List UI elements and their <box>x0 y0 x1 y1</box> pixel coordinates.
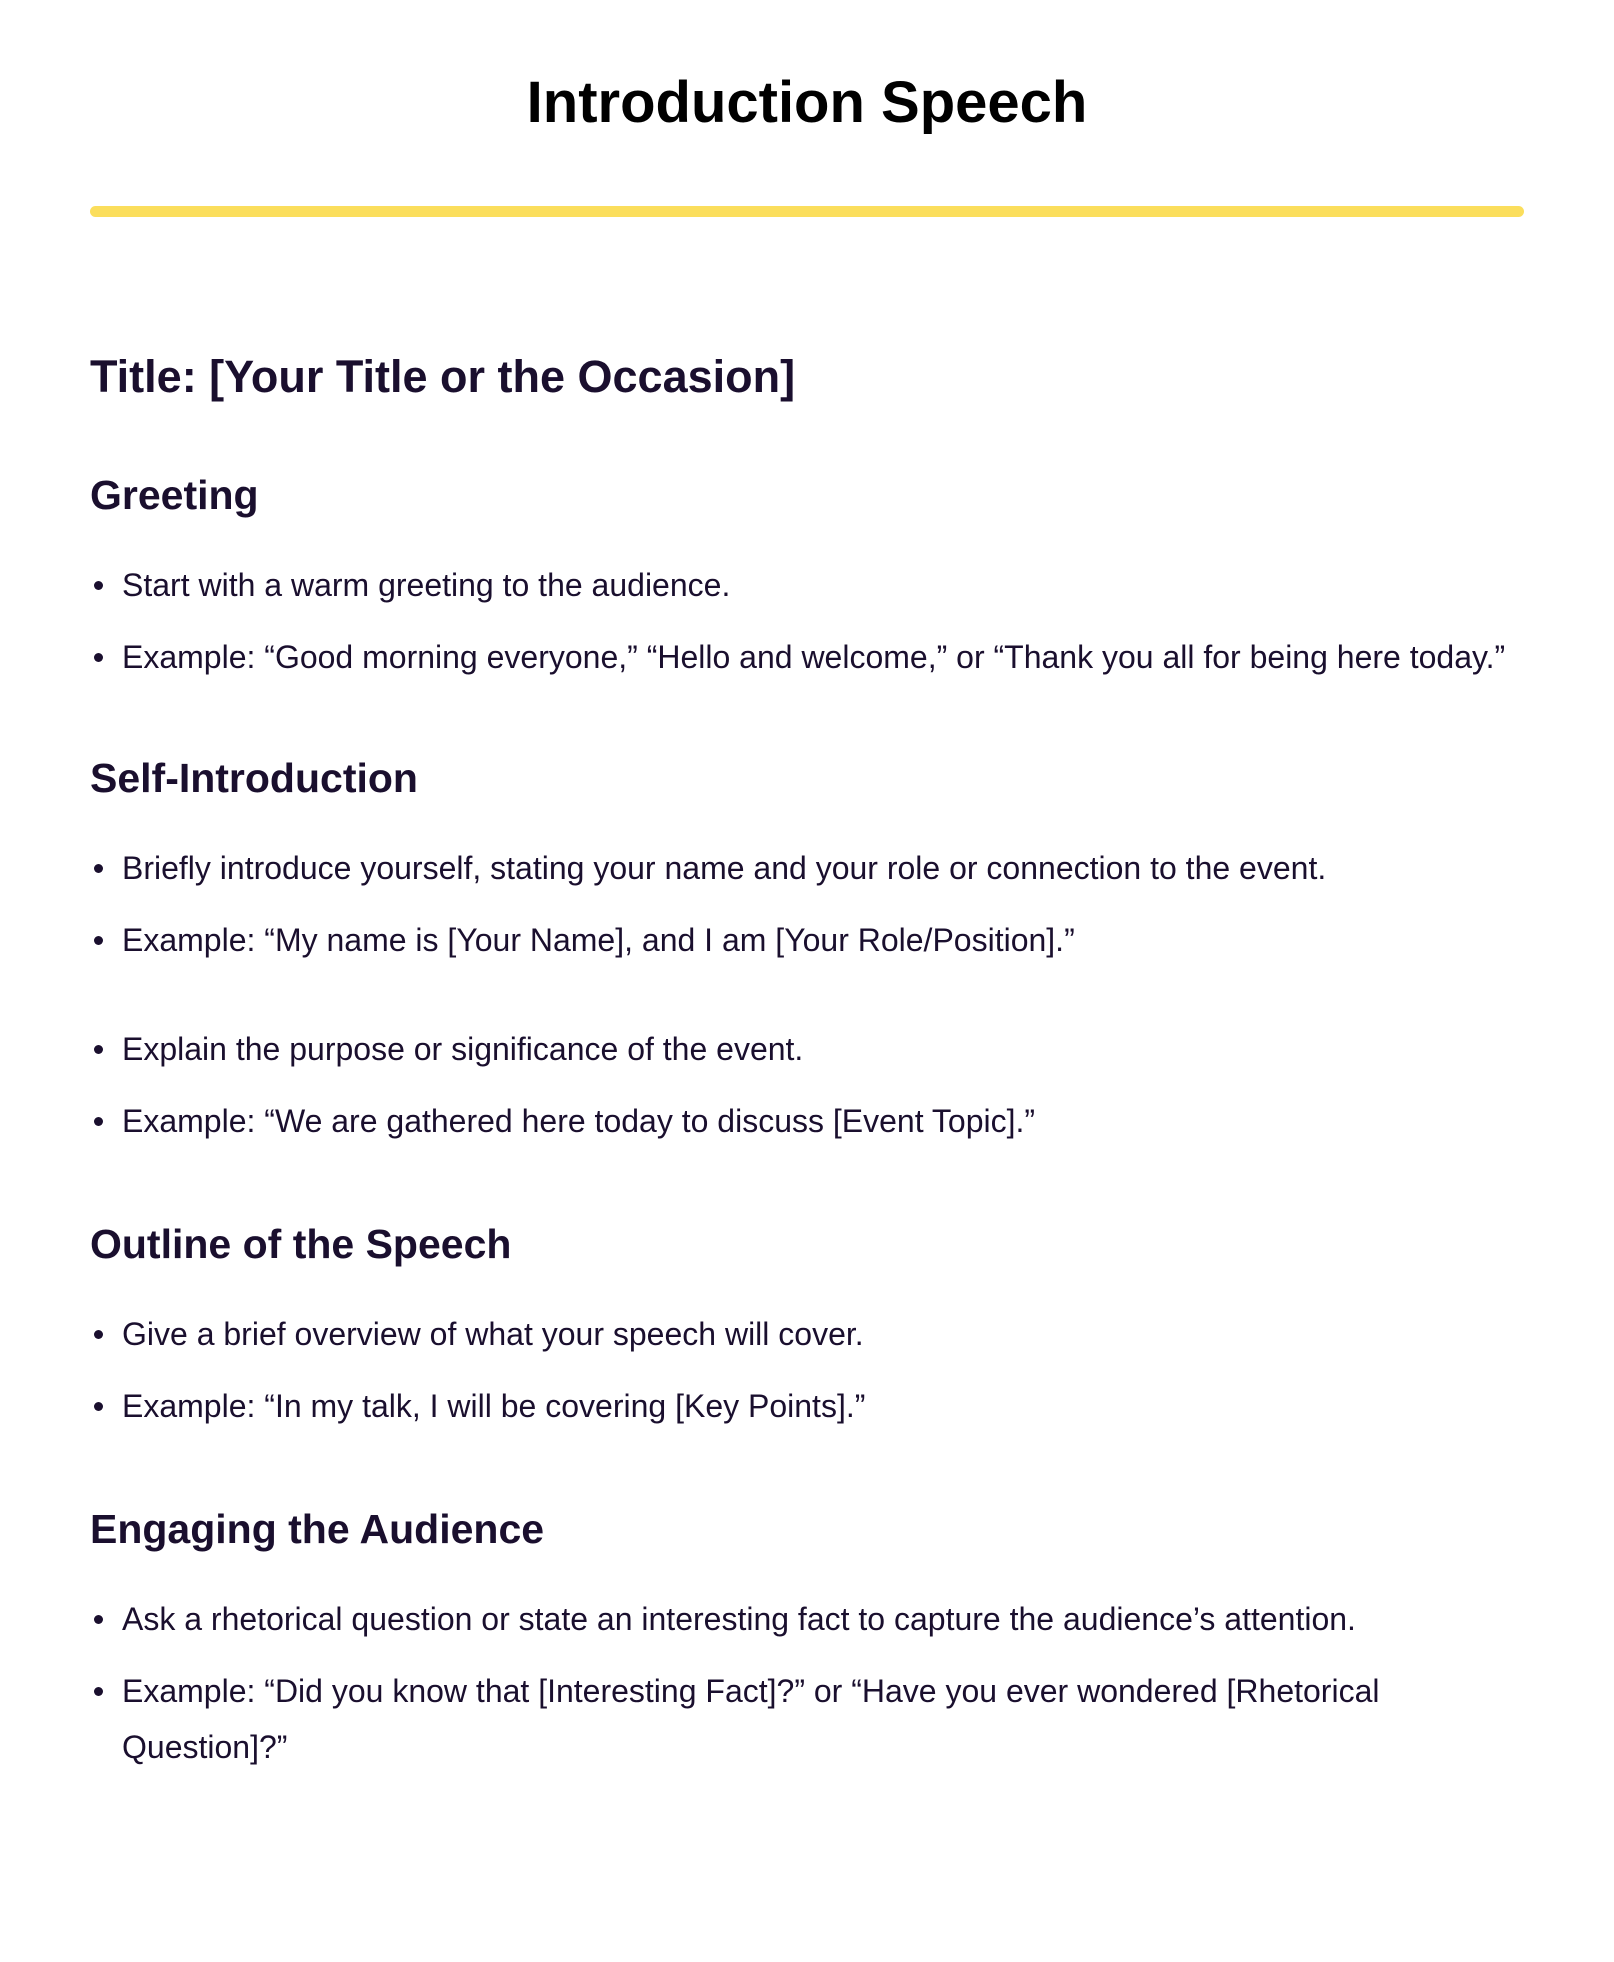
list-item-text: Example: “We are gathered here today to discuss [Event Topic].” <box>122 1103 1036 1139</box>
list-item <box>90 1591 1524 1647</box>
bullet-icon <box>94 653 103 662</box>
bullet-icon <box>94 864 103 873</box>
list-item <box>90 557 1524 613</box>
section-heading-engaging: Engaging the Audience <box>90 1506 545 1552</box>
list-item-text: Start with a warm greeting to the audience. <box>122 567 731 603</box>
bullet-icon <box>94 1330 103 1339</box>
list-item-text: Example: “Did you know that [Interesting Fact]?” or “Have you ever wondered [Rhetorical Question]?” <box>122 1673 1380 1765</box>
bullet-icon <box>94 1117 103 1126</box>
list-item <box>90 1378 1524 1434</box>
list-item <box>90 840 1524 896</box>
list-item-text: Briefly introduce yourself, stating your name and your role or connection to the event. <box>122 850 1327 886</box>
list-item <box>90 1021 1524 1077</box>
list-item <box>90 1306 1524 1362</box>
outline-list <box>90 1306 1524 1434</box>
bullet-icon <box>94 581 103 590</box>
list-item-text: Example: “Good morning everyone,” “Hello and welcome,” or “Thank you all for being here today.” <box>122 639 1506 675</box>
list-item <box>90 1663 1524 1775</box>
list-item <box>90 912 1524 968</box>
bullet-icon <box>94 936 103 945</box>
section-heading-outline: Outline of the Speech <box>90 1221 512 1267</box>
list-item-text: Ask a rhetorical question or state an interesting fact to capture the audience’s attention. <box>122 1601 1356 1637</box>
self-introduction-list <box>90 840 1524 968</box>
document-subtitle: Title: [Your Title or the Occasion] <box>90 351 796 402</box>
list-item-text: Give a brief overview of what your speech will cover. <box>122 1316 864 1352</box>
section-heading-greeting: Greeting <box>90 472 259 518</box>
list-item-text: Example: “In my talk, I will be covering [Key Points].” <box>122 1388 866 1424</box>
list-item <box>90 629 1524 685</box>
greeting-list <box>90 557 1524 685</box>
section-heading-self-introduction: Self-Introduction <box>90 755 418 801</box>
bullet-icon <box>94 1687 103 1696</box>
bullet-icon <box>94 1615 103 1624</box>
page-title: Introduction Speech <box>526 70 1088 135</box>
bullet-icon <box>94 1402 103 1411</box>
purpose-list <box>90 1021 1524 1149</box>
list-item-text: Example: “My name is [Your Name], and I am [Your Role/Position].” <box>122 922 1075 958</box>
list-item-text: Explain the purpose or significance of the event. <box>122 1031 804 1067</box>
engaging-list <box>90 1591 1524 1775</box>
title-divider <box>90 206 1524 217</box>
bullet-icon <box>94 1045 103 1054</box>
list-item <box>90 1093 1524 1149</box>
